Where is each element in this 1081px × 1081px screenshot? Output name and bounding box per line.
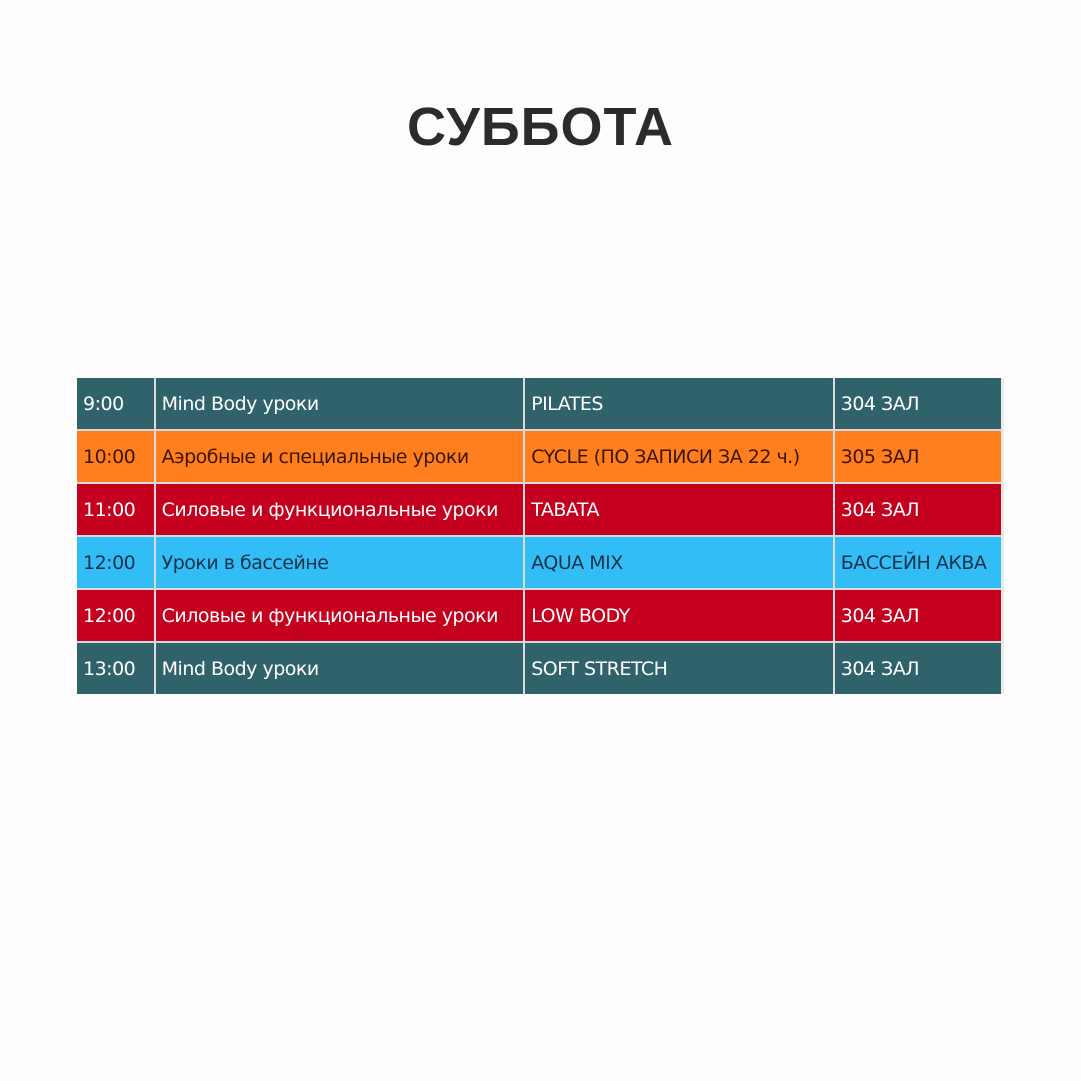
category-cell: Силовые и функциональные уроки: [155, 483, 525, 536]
page-title: СУББОТА: [406, 97, 675, 157]
table-row: [77, 378, 1003, 430]
room-cell: БАССЕЙН АКВА: [834, 536, 1003, 589]
room-cell: 305 ЗАЛ: [834, 430, 1003, 483]
room-cell: 304 ЗАЛ: [834, 589, 1003, 642]
time-cell: 13:00: [77, 642, 155, 694]
category-cell: Mind Body уроки: [155, 378, 525, 430]
table-row: [77, 536, 1003, 589]
category-cell: Mind Body уроки: [155, 642, 525, 694]
class-name-cell: CYCLE (ПО ЗАПИСИ ЗА 22 ч.): [524, 430, 834, 483]
category-cell: Аэробные и специальные уроки: [155, 430, 525, 483]
schedule-table: [77, 378, 1004, 694]
class-name-cell: TABATA: [524, 483, 834, 536]
time-cell: 10:00: [77, 430, 155, 483]
room-cell: 304 ЗАЛ: [834, 642, 1003, 694]
category-cell: Уроки в бассейне: [155, 536, 525, 589]
room-cell: 304 ЗАЛ: [834, 483, 1003, 536]
category-cell: Силовые и функциональные уроки: [155, 589, 525, 642]
time-cell: 12:00: [77, 589, 155, 642]
time-cell: 11:00: [77, 483, 155, 536]
time-cell: 9:00: [77, 378, 155, 430]
time-cell: 12:00: [77, 536, 155, 589]
class-name-cell: SOFT STRETCH: [524, 642, 834, 694]
table-row: [77, 642, 1003, 694]
table-row: [77, 589, 1003, 642]
class-name-cell: PILATES: [524, 378, 834, 430]
class-name-cell: LOW BODY: [524, 589, 834, 642]
table-row: [77, 483, 1003, 536]
class-name-cell: AQUA MIX: [524, 536, 834, 589]
table-row: [77, 430, 1003, 483]
room-cell: 304 ЗАЛ: [834, 378, 1003, 430]
